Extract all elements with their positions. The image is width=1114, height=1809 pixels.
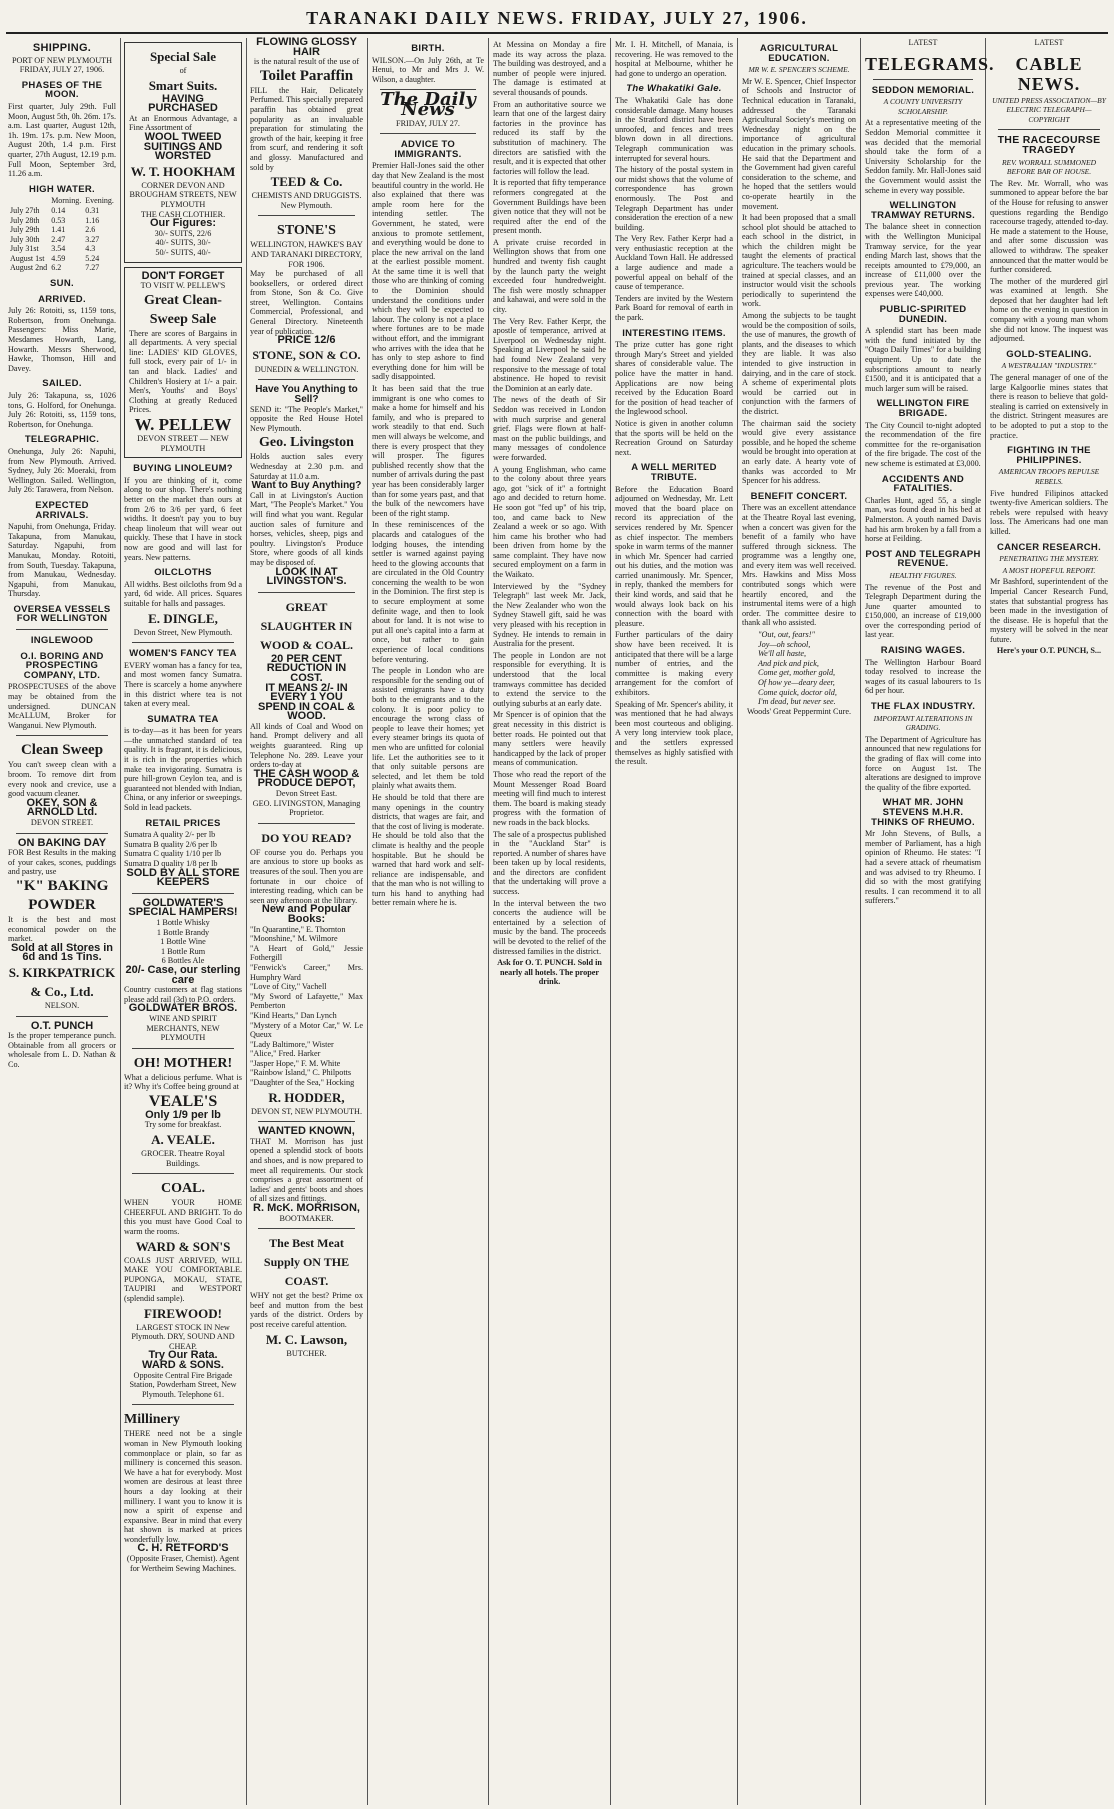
tide-row: August 2nd 6.2 7.27	[10, 263, 100, 273]
veale-address: GROCER. Theatre Royal Buildings.	[141, 1149, 225, 1168]
hamper-price: 20/- Case, our sterling care	[125, 963, 241, 986]
veales: VEALE'S	[148, 1092, 218, 1110]
stone-son-co: STONE, SON & CO.	[252, 347, 361, 362]
have-you-anything: Have You Anything to Sell?	[255, 384, 358, 406]
seddon-heading: SEDDON MEMORIAL.	[871, 84, 975, 96]
cancer-sub: PENETRATING THE MYSTERY.	[999, 554, 1099, 564]
news-paragraph: The Very Rev. Father Kerpr, the apostle of temperance, arrived at Liverpool on Wednesday night. Speaking at Liverpool he said he had found New Zealand very responsive to the message of total abstinence. He hoped to revisit the Dominion at an early date.	[493, 316, 606, 393]
whakatiki-heading: The Whakatiki Gale.	[626, 83, 722, 95]
news-paragraph: The mother of the murdered girl was examined at length. She deposed that her daughter had left home on the evening in question in company with a young man whom she did not know. The inquest was adjourned.	[990, 276, 1108, 344]
news-paragraph: The prize cutter has gone right through Mary's Street and yielded shares of considerable value. The police have the matter in hand. Applications are now being received by the Education Board for the position of head teacher of the Inglewood school.	[615, 340, 733, 417]
news-paragraph: It is reported that fifty temperance reformers congregated at the Government Buildings have been given notice that they will not be required after the end of the present month.	[493, 178, 606, 236]
column-divider	[985, 38, 986, 1805]
punch-line: Ask for O. T. PUNCH. Sold in nearly all hotels. The proper drink.	[497, 958, 602, 987]
book-item: "Lady Baltimore," Wister	[250, 1039, 334, 1049]
editorial-paragraph: It has been said that the true immigrant is one who comes to make a home for himself and his family, and who is prepared to work steadily to that end. Such men will always be welcome, and there is every prospect that they will prosper. The figures published recently show that the number of arrivals during the past year has been considerably larger than for some years past, and that the bulk of the newcomers have been of the right stamp.	[372, 384, 484, 518]
news-paragraph: Mr. I. H. Mitchell, of Manaia, is recovering. He was removed to the hospital at Melbourne, whither he had gone to undergo an operation.	[615, 40, 733, 78]
telegraphic-text: Onehunga, July 26: Napuhi, from New Plymouth. Arrived. Sydney, July 26: Moeraki, from Wellington. Sailed. Wellington, July 26: Tarawera, from Nelson.	[8, 446, 116, 495]
news-paragraph: The general manager of one of the large Kalgoorlie mines states that there is reason to believe that gold-stealing is carried on extensively in the district. Stringent measures are to be adopted to put a stop to the practice.	[990, 373, 1108, 440]
news-paragraph: Mr Bashford, superintendent of the Imperial Cancer Research Fund, states that substantial progress has been made in the investigation of the disease. He is hopeful that the mystery will be solved in the near future.	[990, 577, 1108, 644]
kirkpatrick: S. KIRKPATRICK & Co., Ltd.	[8, 964, 116, 999]
r-hodder: R. HODDER,	[268, 1089, 345, 1105]
k-baking-powder: "K" BAKING POWDER	[15, 877, 109, 913]
news-paragraph: Those who read the report of the Mount Messenger Road Board meeting will find much to interest them. The board is making steady progress with the formation of new roads in the back blocks.	[493, 769, 606, 827]
news-paragraph: In the interval between the two concerts the audience will be entertained by a selection of music by the band. The proceeds will be devoted to the relief of the distressed families in the district.	[493, 898, 606, 956]
editorial-paragraph: In these reminiscences of the placards and catalogues of the lodging houses, the intending settler is warned against paying heed to the glowing accounts that are circulated in the Old Country concerning the wealth to be won in the Dominion. The first step is to secure employment at some definite wage, and then to look about for land. It is not wise to put all one's capital into a farm at once, but rather to gain experience of local conditions before venturing.	[372, 520, 484, 664]
news-paragraph: From an authoritative source we learn that one of the largest dairy factories in the province has reduced its staff by the substitution of machinery. The directors are satisfied with the result, and it is expected that other factories will follow the lead.	[493, 99, 606, 176]
toilet-paraffin: Toilet Paraffin	[259, 67, 354, 84]
womens-tea-heading: WOMEN'S FANCY TEA	[129, 648, 237, 660]
special-sale: Special Sale	[149, 49, 217, 64]
coal-wood-text: All kinds of Coal and Wood on hand. Prompt delivery and all weights guaranteed. Ring up Telephone No. 289. Leave your orders to-day at	[250, 721, 363, 770]
millinery-heading: Millinery	[124, 1412, 180, 1428]
seddon-sub: A COUNTY UNIVERSITY SCHOLARSHIP.	[883, 97, 963, 116]
tide-row: August 1st 4.59 5.24	[10, 253, 100, 263]
column-cable	[990, 38, 1108, 1805]
hamper-line: 1 Bottle Brandy	[156, 927, 210, 937]
book-item: "Jasper Hope," F. M. White	[250, 1058, 341, 1068]
morrison: R. McK. MORRISON,	[253, 1202, 360, 1214]
pellew-address: DEVON STREET — NEW PLYMOUTH	[137, 434, 229, 453]
agri-sub: MR W. E. SPENCER'S SCHEME.	[748, 65, 850, 75]
read-text: OF course you do. Perhaps you are anxious to store up books as treasures of the soul. Then you are fortunate in our choice of interesting reading, which can be seen any afternoon at the library.	[250, 847, 363, 905]
cancer-heading: CANCER RESEARCH.	[996, 541, 1102, 553]
figure-line: 30/- SUITS, 22/6	[154, 228, 212, 238]
post-sub: HEALTHY FIGURES.	[889, 570, 957, 580]
look-in: LOOK IN AT LIVINGSTON'S.	[266, 565, 347, 588]
daily-date: FRIDAY, JULY 27.	[396, 118, 460, 128]
pellew-name: W. PELLEW	[134, 415, 232, 435]
oh-mother-text: What a delicious perfume. What is it? Why it's Coffee being ground at	[124, 1072, 242, 1092]
veales-price: Only 1/9 per lb	[145, 1108, 221, 1121]
goldwater-address: WINE AND SPIRIT MERCHANTS, NEW PLYMOUTH	[146, 1013, 220, 1043]
sailed-heading: SAILED.	[42, 378, 82, 390]
moon-heading: PHASES OF THE MOON.	[21, 79, 103, 101]
gold-heading: GOLD-STEALING.	[1006, 348, 1092, 360]
retford: C. H. RETFORD'S	[137, 1542, 229, 1555]
wanted-known: WANTED KNOWN,	[258, 1125, 355, 1138]
great-slaughter: GREAT SLAUGHTER IN WOOD & COAL.	[260, 599, 353, 652]
oilcloths-heading: OILCLOTHS	[154, 567, 212, 579]
retail-line: Sumatra B quality 2/6 per lb	[124, 839, 218, 849]
toilet-text: FILL the Hair, Delicately Perfumed. This specially prepared paraffin has obtained great popularity as an invaluable preparation for stimulating the growth of the hair, keeping it free from scurf, and rendering it soft and glossy. Manufactured and sold by	[250, 85, 363, 172]
dunedin-heading: PUBLIC-SPIRITED DUNEDIN.	[879, 304, 967, 325]
meat-text: WHY not get the best? Prime ox beef and mutton from the best yards of the district. Orders by post receive careful attention.	[250, 1291, 363, 1329]
column-divider	[860, 38, 861, 1805]
book-item: "Kind Hearts," Dan Lynch	[250, 1010, 337, 1020]
cash-wood-depot: THE CASH WOOD & PRODUCE DEPOT,	[253, 767, 360, 790]
new-books-heading: New and Popular Books:	[261, 903, 352, 925]
stone-city: DUNEDIN & WELLINGTON.	[254, 364, 359, 374]
tide-row: July 31st 3.54 4.3	[10, 244, 96, 254]
okey-address: DEVON STREET.	[30, 817, 94, 827]
fighting-heading: FIGHTING IN THE PHILIPPINES.	[1007, 445, 1091, 466]
stones: STONE'S	[277, 223, 336, 239]
having-purchased: HAVING PURCHASED	[148, 92, 218, 115]
book-item: "My Sword of Lafayette," Max Pemberton	[250, 991, 363, 1011]
editorial-paragraph: He should be told that there are many openings in the country districts, that wages are fair, and that the cost of living is moderate. He should be told also that the climate is healthy and the people hospitable. But he should be warned that hard work and self-reliance are indispensable, and that the man who is not willing to turn his hand to anything had better remain where he is.	[372, 792, 484, 908]
oil-company-heading: O.I. BORING AND PROSPECTING COMPANY, LTD.	[20, 650, 104, 681]
stones-sub: WELLINGTON, HAWKE'S BAY AND TARANAKI DIRECTORY, FOR 1906.	[250, 240, 363, 269]
reduction: 20 PER CENT REDUCTION IN COST.	[266, 652, 347, 684]
teed-co: TEED & Co.	[270, 174, 343, 190]
lawson-sub: BUTCHER.	[286, 1348, 327, 1358]
best-meat: The Best Meat Supply ON THE COAST.	[263, 1236, 350, 1289]
column-news-2	[615, 38, 733, 1805]
tide-table	[8, 196, 116, 273]
stones-text: May be purchased of all booksellers, or ordered direct from Stone, Son & Co. Give street, Wellington. Contains Commercial, Professional, and General Directory. Nineteenth year of publication.	[250, 269, 363, 336]
oil-company-text: PROSPECTUSES of the above may be obtained from the undersigned. DUNCAN McALLUM, Broker for Wanganui. New Plymouth.	[8, 682, 116, 730]
news-paragraph: The Department of Agriculture has announced that new regulations for the grading of flax will come into force on August 1st. The alterations are designed to improve the quality of the fibre exported.	[865, 734, 981, 792]
overseas-heading: OVERSEA VESSELS FOR WELLINGTON	[13, 603, 111, 625]
column-editorial	[372, 38, 484, 1805]
moon-text: First quarter, July 29th. Full Moon, August 5th, 0h. 26m. 17s. a.m. Last quarter, August 12th, 1h. 19m. 17s. p.m. New Moon, August 20th, 1.4 p.m. First quarter, 27th August, 12.19 p.m. Full Moon, September 3rd, 11.26 a.m.	[8, 101, 116, 179]
ward-sons-2: WARD & SONS.	[142, 1358, 224, 1371]
column-divider	[488, 38, 489, 1805]
oilcloths-text: All widths. Best oilcloths from 9d a yard, 6d wide. All prices. Squares suitable for halls and passages.	[124, 579, 242, 608]
hookham: W. T. HOOKHAM	[130, 163, 236, 179]
morrison-sub: BOOTMAKER.	[279, 1213, 334, 1223]
a-veale: A. VEALE.	[151, 1132, 215, 1148]
cancer-sub-2: A MOST HOPEFUL REPORT.	[1002, 565, 1096, 575]
woods-cure: Woods' Great Peppermint Cure.	[746, 706, 852, 716]
it-means: IT MEANS 2/- IN EVERY 1 YOU SPEND IN COAL & WOOD.	[258, 681, 355, 723]
interesting-heading: INTERESTING ITEMS.	[622, 327, 726, 339]
news-paragraph: The Rev. Mr. Worrall, who was summoned to appear before the bar of the House for refusing to answer questions regarding the Bendigo racecourse tragedy, attended to-day. He made a statement to the House, and after some discussion was allowed to withdraw. The speaker announced that the matter would be further considered.	[990, 178, 1108, 275]
news-paragraph: The sale of a prospectus published in the "Auckland Star" is reported. A number of shares have been taken up by local residents, and the directors are confident that the undertaking will prove a success.	[493, 829, 607, 897]
latest-label: LATEST	[908, 38, 938, 47]
rheumo-heading: WHAT MR. JOHN STEVENS M.H.R. THINKS OF RHEUMO.	[871, 797, 975, 828]
news-paragraph: The news of the death of Sir Seddon was received in London with much surprise and general grief. Flags were flown at half-mast on the public buildings, and many messages of condolence were forwarded.	[493, 395, 606, 462]
cable-sub: UNITED PRESS ASSOCIATION—BY ELECTRIC TELEGRAPH—COPYRIGHT	[992, 95, 1106, 124]
cash-wood-address: Devon Street East.	[275, 789, 338, 799]
sold-by-stores: SOLD BY ALL STORE KEEPERS	[126, 866, 240, 889]
accidents-heading: ACCIDENTS AND FATALITIES.	[881, 473, 965, 495]
k-text: It is the best and most economical powder on the market.	[8, 914, 116, 944]
book-item: "Alice," Fred. Harker	[250, 1049, 321, 1059]
shipping-heading: SHIPPING.	[32, 42, 92, 54]
pellew-ad	[124, 267, 242, 459]
fire-heading: WELLINGTON FIRE BRIGADE.	[876, 398, 970, 419]
inglewood-heading: INGLEWOOD	[30, 635, 94, 647]
agri-heading: AGRICULTURAL EDUCATION.	[759, 43, 839, 64]
news-paragraph: The balance sheet in connection with the Wellington Municipal Tramway service, for the year ending March last, shows that the receipts amounted to £79,000, an increase of £11,000 over the previous year. The working expenses were £40,000.	[865, 222, 981, 299]
wanted-text: THAT M. Morrison has just opened a splendid stock of boots and shoes, and is now prepared to meet all requirements. Our stock comprises a great assortment of ladies' and gents' boots and shoes of all sizes and fittings.	[250, 1136, 363, 1204]
arrived-text: July 26: Rotoiti, ss, 1159 tons, Robertson, from Onehunga. Passengers: Miss Marie, Mesdames Howarth, Lang, Howarth. Messrs Sherwood, Hawke, Thomson, Hill and Davey.	[8, 306, 116, 373]
millinery-text: THERE need not be a single woman in New Plymouth looking commonplace or plain, so far as millinery is concerned this season. We have a hat for everybody. Most women are desirous at least three hours a day looking at their millinery. I want you to know it is now a spirit of expense and expansive. Bear in mind that every hat shown is marked at prices wonderfully low.	[124, 1429, 242, 1544]
sun-heading: SUN.	[50, 278, 74, 290]
column-ads-2	[250, 38, 363, 1805]
hookham-address: CORNER DEVON AND BROUGHAM STREETS, NEW PLYMOUTH	[129, 180, 237, 209]
kirkpatrick-city: NELSON.	[44, 1000, 80, 1010]
retail-line: Sumatra D quality 1/8 per lb	[124, 859, 218, 868]
lawson: M. C. Lawson,	[265, 1331, 348, 1347]
okey-son-arnold: OKEY, SON & ARNOLD Ltd.	[26, 796, 98, 819]
cash-clothier: THE CASH CLOTHIER.	[140, 209, 226, 219]
hamper-line: 1 Bottle Wine	[160, 937, 206, 947]
tragedy-sub: REV. WORRALL SUMMONED BEFORE BAR OF HOUSE.	[1001, 157, 1097, 177]
news-paragraph: A private cruise recorded in Wellington shows that from one hundred and twenty fish caught by the launch party the weight exceeded four hundredweight. The fish were mostly schnapper and kahawai, and were sold in the city.	[493, 237, 606, 315]
book-item: "A Heart of Gold," Jessie Fothergill	[250, 943, 363, 963]
column-divider	[120, 38, 121, 1805]
book-item: "Daughter of the Sea," Hocking	[250, 1078, 355, 1088]
post-heading: POST AND TELEGRAPH REVENUE.	[865, 548, 981, 570]
news-paragraph: It had been proposed that a small school plot should be attached to each school in the district, in which the children might be taught the elements of practical agriculture. The teachers would be trained at special classes, and an instructor would visit the schools periodically to superintend the work.	[742, 213, 856, 309]
advice-heading: ADVICE TO IMMIGRANTS.	[394, 139, 462, 160]
sumatra-text: is to-day—as it has been for years—the unmatched standard of tea quality. It is fragrant, it is delicious, it is rich in the properties which make tea invigorating. Sumatra is pure hill-grown Ceylon tea, and is guaranteed not blended with Indian, China, or any inferior or sweepings. Sold in lead packets.	[124, 726, 243, 813]
expected-heading: EXPECTED ARRIVALS.	[35, 499, 89, 521]
arrived-heading: ARRIVED.	[38, 293, 86, 305]
dont-forget: DON'T FORGET	[141, 269, 225, 282]
teed-address: CHEMISTS AND DRUGGISTS. New Plymouth.	[251, 191, 362, 210]
linoleum-text: If you are thinking of it, come along to our shop. There's nothing better on the market than ours at from 2/6 to 3/6 per yard, 6 feet widths. It doesn't pay you to buy cheap linoleum that will wear out quickly. These that I have in stock now are good and will last for years. New patterns.	[124, 475, 242, 562]
news-paragraph: The Whakatiki Gale has done considerable damage. Many houses in the Stratford district have been unroofed, and fences and trees blown down in all directions. Telegraph communication was interrupted for several hours.	[615, 95, 733, 163]
linoleum-heading: BUYING LINOLEUM?	[133, 463, 233, 475]
news-paragraph: The City Council to-night adopted the recommendation of the fire committee for the re-organisation of the fire brigade. The cost of the new scheme is estimated at £3,000.	[865, 420, 981, 468]
column-news-1	[493, 38, 606, 1805]
news-paragraph: Mr Spencer is of opinion that the great necessity in this district is better roads. He pointed out that many settlers were heavily handicapped by the lack of proper means of communication.	[493, 710, 606, 768]
pellew-text: There are scores of Bargains in all departments. A very special line: LADIES' KID GLOVES, full stock, every pair of 1/- in tan and black. Ladies' and Children's Hosiery at 1/- a pair. Men's, Youths' and Boys' Clothing at greatly Reduced Prices.	[129, 328, 237, 415]
dingle: E. DINGLE,	[148, 610, 218, 626]
clean-sweep-text: You can't sweep clean with a broom. To remove dirt from every nook and crevice, use a good vacuum cleaner.	[8, 760, 116, 799]
tide-row: July 30th 2.47 3.27	[10, 234, 100, 244]
masthead-rule	[6, 32, 1108, 34]
k-stores: Sold at all Stores in 6d and 1s Tins.	[10, 941, 114, 964]
news-paragraph: Mr W. E. Spencer, Chief Inspector of Schools and Instructor of Technical education in Taranaki, addressed the Taranaki Agricultural Society's meeting on Wednesday night on the importance of agricultural education in the primary schools. He said that the Department and the Government had given careful consideration to the scheme, and he hoped that the settlers would co-operate heartily in the movement.	[742, 76, 856, 211]
news-paragraph: A splendid start has been made with the fund initiated by the "Otago Daily Times" for a building equipment. Up to date the subscriptions amount to nearly £1500, and it is anticipated that a much larger sum will be raised.	[865, 326, 981, 393]
column-divider	[737, 38, 738, 1805]
oh-mother: OH! MOTHER!	[133, 1055, 233, 1071]
retail-line: Sumatra C quality 1/10 per lb	[124, 849, 222, 859]
clean-sweep-heading: Clean Sweep	[20, 742, 104, 759]
book-item: "Fenwick's Career," Mrs. Humphry Ward	[250, 962, 363, 982]
tide-col-evening: Evening.	[85, 196, 114, 206]
book-item: "Mystery of a Motor Car," W. Le Queux	[250, 1020, 363, 1040]
book-item: "Moonshine," M. Wilmore	[250, 934, 338, 944]
gold-sub: A WESTRALIAN "INDUSTRY."	[1001, 361, 1097, 371]
news-paragraph: There was an excellent attendance at the Theatre Royal last evening, when a concert was given for the benefit of a family who have suffered through sickness. The programme was a lengthy one, and every item was well received. Mrs. Hawkins and Miss Moss contributed songs which were heartily encored, and the instrumental items were of a high order. The committee desire to thank all who assisted.	[742, 503, 856, 628]
punch-line-2: Here's your O.T. PUNCH, S...	[996, 646, 1102, 656]
ward-text: COALS JUST ARRIVED, WILL MAKE YOU COMFORTABLE. PUPONGA, MOKAU, STATE, TAUPIRI and WESTPORT (splendid sample).	[124, 1255, 242, 1303]
ot-punch-text: Is the proper temperance punch. Obtainable from all grocers or wholesale from L. D. Nathan & Co.	[8, 1031, 116, 1069]
or-label: of	[179, 66, 187, 75]
retford-address: (Opposite Fraser, Chemist). Agent for Wertheim Sewing Machines.	[126, 1554, 240, 1573]
want-text: Call in at Livingston's Auction Mart, "The People's Market." You will find what you want. Regular auction sales of furniture and horses, vehicles, sheep, pigs and poultry. Livingston's Produce Store, where goods of all kinds may be disposed of.	[250, 490, 363, 567]
send-text: SEND it: "The People's Market," opposite the Red House Hotel New Plymouth.	[250, 404, 363, 433]
news-paragraph: Among the subjects to be taught would be the composition of soils, the use of manures, the growth of plants, and the diseases to which they are liable. It was also intended to give instruction in dairying, and in the care of stock. A scheme of experimental plots would be carried out in conjunction with the farmers of the district.	[742, 311, 856, 416]
womens-tea-text: EVERY woman has a fancy for tea, and most women fancy Sumatra. There is scarcely a home anywhere in this district where tea is not taken at every meal.	[124, 660, 242, 709]
column-agriculture	[742, 38, 856, 1805]
want-to-buy: Want to Buy Anything?	[251, 480, 362, 492]
sumatra-heading: SUMATRA TEA	[147, 713, 219, 725]
geo-liv-proprietor: GEO. LIVINGSTON, Managing Proprietor.	[252, 798, 361, 818]
fighting-sub: AMERICAN TROOPS REPULSE REBELS.	[998, 467, 1100, 486]
our-figures: Our Figures:	[149, 217, 216, 230]
baking-day-heading: ON BAKING DAY	[17, 836, 107, 849]
retail-heading: RETAIL PRICES	[145, 817, 221, 829]
ot-punch: O.T. PUNCH	[30, 1019, 94, 1032]
figure-line: 40/- SUITS, 30/-	[155, 238, 211, 248]
news-paragraph: Before the Education Board adjourned on Wednesday, Mr. Lett moved that the board place on record its appreciation of the services rendered by Mr. Spencer as chief inspector. The members spoke in warm terms of the manner in which Mr. Spencer had carried out his duties, and the motion was carried unanimously. Mr. Spencer, in reply, thanked the members for their kind words, and said that he would always look back on his connection with the board with pleasure.	[615, 484, 733, 628]
editorial-paragraph: Premier Hall-Jones said the other day that New Zealand is the most beautiful country in the world. He also explained that there was ample room here for the intending settler. The Government, he stated, were anxious to promote settlement, and everything would be done to place the new arrival on the land at the earliest possible moment. At the same time it is well that those who are thinking of coming to the Dominion should understand the conditions under which they will be expected to labour. The colony is not a place where fortunes are to be made without effort, and the immigrant who arrives with the idea that he has only to step ashore to find everything done for him will be sadly disappointed.	[372, 161, 484, 382]
book-item: "Rainbow Island," C. Philpotts	[250, 1068, 352, 1078]
book-item: "In Quarantine," E. Thornton	[250, 924, 346, 934]
price-label: PRICE 12/6	[277, 334, 336, 347]
column-ads-1	[124, 38, 242, 1805]
news-paragraph: Charles Hunt, aged 55, a single man, was found dead in his bed at Palmerston. A youth named Davis had his arm broken by a fall from a horse at Feilding.	[865, 495, 981, 544]
tide-row: July 28th 0.53 1.16	[10, 215, 100, 225]
news-paragraph: Speaking of Mr. Spencer's ability, it was mentioned that he had always been most courteous and obliging. A very long interview took place, and the settlers expressed themselves as highly satisfied with the result.	[615, 699, 733, 767]
having-text: At an Enormous Advantage, a Fine Assortment of	[129, 113, 237, 133]
news-paragraph: The Wellington Harbour Board today resolved to increase the wages of its casual labourers to 1s 6d per hour.	[865, 657, 981, 696]
news-paragraph: Notice is given in another column that the sports will be held on the Recreation Ground on Saturday next.	[615, 418, 733, 457]
news-paragraph: Five hundred Filipinos attacked twenty-five American soldiers. The rebels were repulsed with heavy loss. The Americans had one man killed.	[990, 488, 1108, 536]
news-paragraph: The revenue of the Post and Telegraph Department during the June quarter amounted to £150,000, an increase of £19,000 over the corresponding period of last year.	[865, 582, 981, 640]
news-paragraph: Further particulars of the dairy show have been received. It is anticipated that there will be a large number of entries, and the committee is making every arrangement for the comfort of exhibitors.	[615, 630, 733, 697]
column-divider	[367, 38, 368, 1805]
birth-heading: BIRTH.	[411, 43, 445, 54]
column-divider	[246, 38, 247, 1805]
firewood: FIREWOOD!	[144, 1305, 222, 1321]
coal-text: WHEN YOUR HOME CHEERFUL AND BRIGHT. To do this you must have Good Coal to warm the rooms.	[124, 1198, 242, 1237]
well-merited-heading: A WELL MERITED TRIBUTE.	[631, 462, 717, 483]
news-paragraph: Mr John Stevens, of Bulls, a member of Parliament, has a high opinion of Rheumo. He states: "I had a severe attack of rheumatism and was advised to try Rheumo. I did so with the most gratifying results. I can recommend it to all sufferers."	[865, 829, 981, 906]
port-line: PORT OF NEW PLYMOUTH	[11, 55, 113, 65]
hamper-line: 1 Bottle Whisky	[156, 917, 210, 927]
news-paragraph: The Very Rev. Father Kerpr had a very enthusiastic reception at the Auckland Town Hall. He addressed a large audience and made a powerful appeal on behalf of the cause of temperance.	[615, 234, 733, 292]
goldwater-bros: GOLDWATER BROS.	[128, 1002, 238, 1015]
raising-heading: RAISING WAGES.	[880, 645, 966, 657]
hamper-note: Country customers at flag stations please add rail (3d) to P.O. orders.	[124, 985, 242, 1004]
flax-heading: THE FLAX INDUSTRY.	[870, 701, 976, 713]
veales-note: Try some for breakfast.	[144, 1120, 222, 1130]
tide-row: July 27th 0.14 0.31	[10, 205, 100, 215]
geo-livingston: Geo. Livingston	[259, 435, 354, 451]
livingston-text: Holds auction sales every Wednesday at 2.30 p.m. and Saturday at 11.0 a.m.	[250, 452, 363, 481]
flowing-sub: is the natural result of the use of	[253, 57, 360, 67]
news-paragraph: The history of the postal system in our midst shows that the volume of correspondence has grown enormously. The Post and Telegraph Department has under consideration the erection of a new building.	[615, 165, 733, 232]
ward-sons: WARD & SON'S	[135, 1238, 231, 1254]
book-item: "Love of City," Vachell	[250, 982, 327, 992]
goldwater-heading: GOLDWATER'S SPECIAL HAMPERS!	[128, 896, 238, 919]
date-line: FRIDAY, JULY 27, 1906.	[19, 65, 105, 75]
telegraphic-heading: TELEGRAPHIC.	[24, 434, 100, 446]
hamper-line: 6 Bottles Ale	[161, 956, 205, 966]
column-divider	[610, 38, 611, 1805]
great-clean-sweep: Great Clean-Sweep Sale	[144, 292, 222, 327]
tramway-heading: WELLINGTON TRAMWAY RETURNS.	[870, 200, 976, 221]
tragedy-heading: THE RACECOURSE TRAGEDY	[997, 134, 1101, 156]
news-paragraph: A young Englishman, who came to the colony about three years ago, got "sick of it" a fortnight ago and decided to return home. He soon got "fed up" of his trip, too, and came back to New Zealand a week or so ago. With him came his brother who had been driven from home by the same complaint. They have now secured employment on a farm in the Waikato.	[493, 464, 606, 580]
telegrams-heading: TELEGRAMS.	[865, 53, 995, 74]
firewood-text: LARGEST STOCK IN New Plymouth. DRY, SOUND AND CHEAP.	[131, 1322, 235, 1351]
retail-line: Sumatra A quality 2/- per lb	[124, 830, 216, 840]
birth-text: WILSON.—On July 26th, at Te Henui, to Mr and Mrs J. W. Wilson, a daughter.	[372, 55, 484, 84]
news-paragraph: At Messina on Monday a fire made its way across the plaza. The building was destroyed, and a number of people were injured. The damage is estimated at several thousands of pounds.	[493, 40, 606, 97]
flax-sub: IMPORTANT ALTERATIONS IN GRADING.	[873, 713, 973, 733]
high-water-heading: HIGH WATER.	[29, 183, 95, 195]
hookham-ad	[124, 42, 242, 263]
ward-address: Opposite Central Fire Brigade Station, Powderham Street, New Plymouth. Telephone 61.	[129, 1370, 237, 1399]
news-paragraph: Interviewed by the "Sydney Telegraph" last week Mr. Jack, the New Zealander who won the Sydney Stawell gift, said he was very pleased with his reception in Sydney. He intends to remain in Australia for the present.	[493, 581, 606, 649]
masthead: TARANAKI DAILY NEWS. FRIDAY, JULY 27, 1906.	[306, 8, 808, 28]
tide-row: July 29th 1.41 2.6	[10, 225, 96, 235]
to-visit: TO VISIT W. PELLEW'S	[140, 281, 226, 291]
cable-heading: CABLE NEWS.	[1015, 53, 1083, 94]
baking-text: FOR Best Results in the making of your cakes, scones, puddings and pastry, use	[8, 848, 116, 877]
wool-suitings: WOOL TWEED SUITINGS AND WORSTED	[143, 130, 223, 163]
column-shipping	[8, 38, 116, 1805]
song-verse: "Out, out, fears!" Joy—oh school, We'll all haste, And pick and pick, Come get, mother gold, Of how ye—deary deer, Come quick, doctor old, I'm dead, but never see.	[758, 630, 837, 707]
hamper-line: 1 Bottle Rum	[160, 946, 206, 956]
sailed-text: July 26: Takapuna, ss, 1026 tons, G. Holford, for Onehunga. July 26: Rotoiti, ss, 1159 tons, Robertson, for Onehunga.	[8, 391, 116, 429]
smart-suits: Smart Suits.	[148, 77, 218, 93]
news-paragraph: The chairman said the society would give every assistance possible, and he hoped the scheme would be brought into operation at an early date. A hearty vote of thanks was accorded to Mr Spencer for his address.	[742, 418, 856, 486]
figure-line: 50/- SUITS, 40/-	[155, 247, 211, 257]
tide-col-morning: Morning.	[51, 196, 82, 206]
news-paragraph: The people in London are not responsible for everything. It is understood that the local tramways committee has decided to extend the service to the outlying suburbs at an early date.	[493, 650, 606, 708]
flowing-hair: FLOWING GLOSSY HAIR	[256, 36, 357, 58]
try-rata: Try Our Rata.	[148, 1349, 218, 1362]
column-telegrams	[865, 38, 995, 1805]
do-you-read: DO YOU READ?	[261, 830, 352, 845]
coal-heading: COAL.	[161, 1181, 205, 1197]
daily-news-title: The Daily News	[380, 89, 476, 120]
latest-label-2: LATEST	[1034, 38, 1064, 47]
news-paragraph: Tenders are invited by the Western Park Board for removal of earth in the park.	[615, 293, 733, 323]
expected-text: Napuhi, from Onehunga, Friday. Takapuna, from Manukau, Saturday. Ngapuhi, from Manukau, Monday. Rotoiti, from South, Tuesday. Takapuna, from Manukau, Wednesday. Ngapuhi, from Manukau, Thursday.	[8, 522, 116, 599]
benefit-heading: BENEFIT CONCERT.	[750, 490, 848, 502]
news-paragraph: At a representative meeting of the Seddon Memorial committee it was decided that the memorial should take the form of a University Scholarship for the Seddon family. Mr. Hall-Jones said the Government would assist the scheme in every way possible.	[865, 118, 981, 195]
dingle-address: Devon Street, New Plymouth.	[133, 627, 233, 637]
editorial-paragraph: The people in London who are responsible for the sending out of assisted emigrants have a duty both to the emigrants and to the colony. It is poor policy to encourage the wrong class of people to leave their homes; yet every steamer brings its quota of men who are unfitted for colonial life. Let the authorities see to it that only suitable persons are selected, and let them be told plainly what awaits them.	[372, 666, 484, 791]
hodder-address: DEVON ST, NEW PLYMOUTH.	[251, 1106, 362, 1116]
